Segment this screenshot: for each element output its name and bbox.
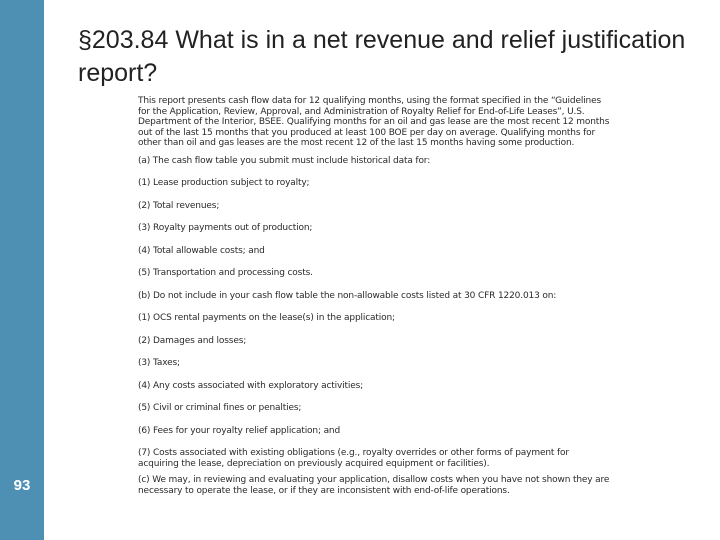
list-item: (c) We may, in reviewing and evaluating your application, disallow costs when you have not shown they are necessary to operate the lease, or if they are inconsistent with end-of-life operations. bbox=[138, 475, 610, 497]
list-item: (2) Total revenues; bbox=[138, 200, 220, 211]
list-item: (6) Fees for your royalty relief application; and bbox=[138, 425, 341, 436]
list-item: (3) Taxes; bbox=[138, 358, 180, 369]
list-item: (4) Total allowable costs; and bbox=[138, 245, 265, 256]
list-item: (2) Damages and losses; bbox=[138, 335, 247, 346]
list-item: (1) OCS rental payments on the lease(s) in the application; bbox=[138, 313, 395, 324]
list-item: (3) Royalty payments out of production; bbox=[138, 223, 313, 234]
list-item: (5) Civil or criminal fines or penalties; bbox=[138, 403, 302, 414]
list-item: (a) The cash flow table you submit must include historical data for: bbox=[138, 155, 431, 166]
regulation-text bbox=[116, 96, 612, 497]
list-item: (7) Costs associated with existing obligations (e.g., royalty overrides or other forms of payment for acquiring the lease, depreciation on previously acquired equipment or facilities). bbox=[138, 448, 569, 469]
slide-number: 93 bbox=[13, 477, 31, 494]
list-item: (b) Do not include in your cash flow table the non-allowable costs listed at 30 CFR 1220.013 on: bbox=[138, 290, 557, 301]
sidebar-accent-bar bbox=[0, 0, 44, 540]
intro-paragraph: This report presents cash flow data for 12 qualifying months, using the format specified in the “Guidelines for the Application, Review, Approval, and Administration of Royalty Relief for End-of-Life Leases”, U.S. Department of the Interior, BSEE. Qualifying months for an oil and gas lease are the most recent 12 months out of the last 15 months that you produced at least 100 BOE per day on average. Qualifying months for other than oil and gas leases are the most recent 12 of the last 15 months having some production. bbox=[138, 96, 610, 149]
list-item: (4) Any costs associated with exploratory activities; bbox=[138, 380, 364, 391]
list-item: (1) Lease production subject to royalty; bbox=[138, 178, 310, 189]
page-title: §203.84 What is in a net revenue and relief justification report? bbox=[78, 26, 686, 87]
list-item: (5) Transportation and processing costs. bbox=[138, 268, 313, 279]
